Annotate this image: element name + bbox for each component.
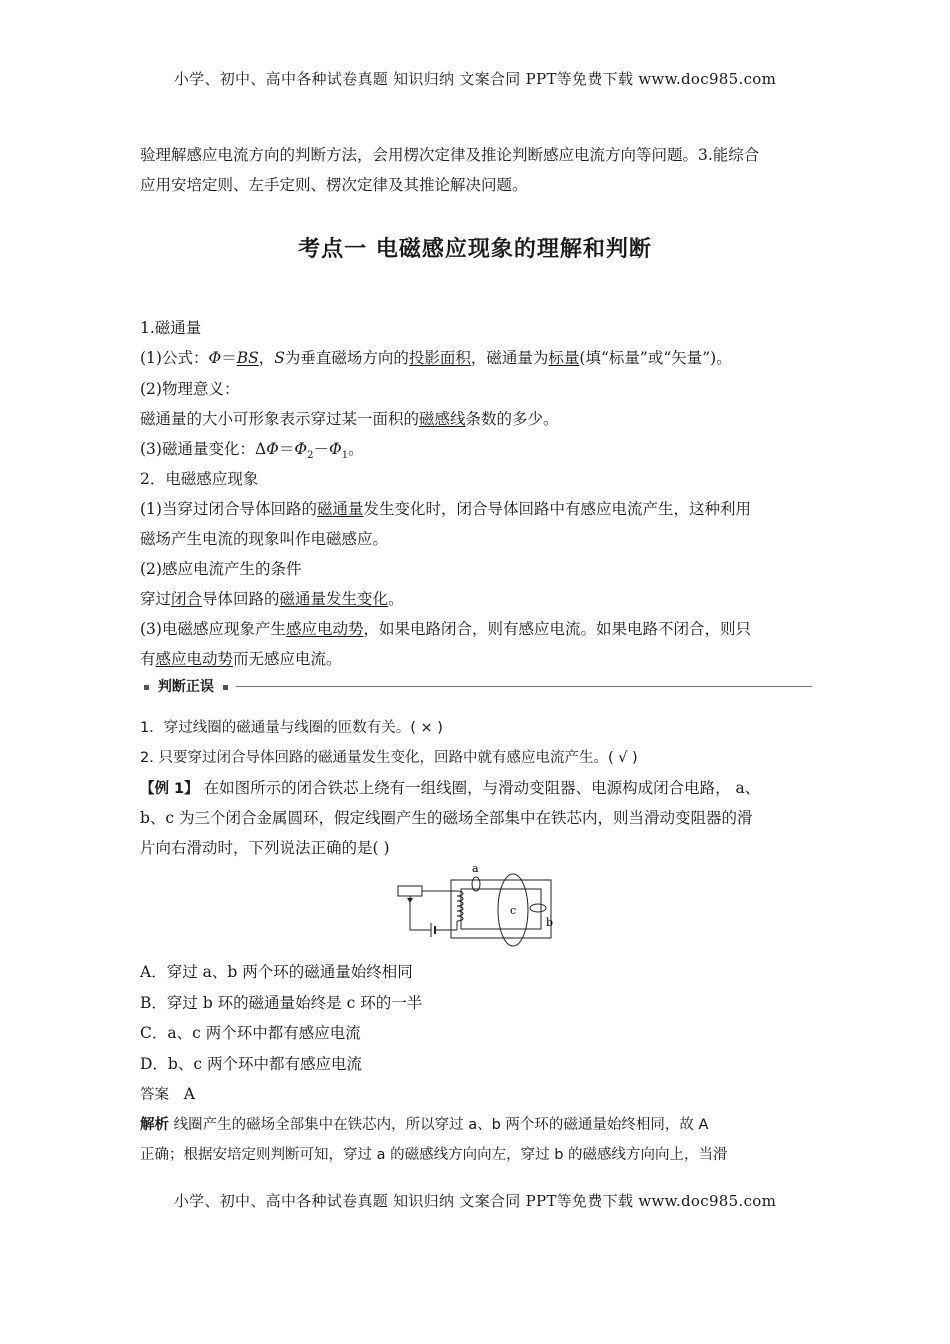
s2-p1-line1: (1)当穿过闭合导体回路的磁通量发生变化时，闭合导体回路中有感应电流产生，这种利用	[140, 500, 751, 518]
ring-b	[530, 904, 546, 912]
example-line-2: b、c 为三个闭合金属圆环，假定线圈产生的磁场全部集中在铁芯内，则当滑动变阻器的滑	[140, 809, 753, 827]
s1-change-line: (3)磁通量变化：$\Delta\Phi=\Phi_2-\Phi_1$。	[140, 440, 364, 462]
s1-heading: 1.磁通量	[140, 319, 202, 337]
s2-p3-line1: (3)电磁感应现象产生感应电动势，如果电路闭合，则有感应电流。如果电路不闭合，则只	[140, 620, 751, 638]
answer-label: 答案	[140, 1087, 169, 1103]
rheostat	[398, 886, 422, 896]
option-b: B．穿过 b 环的磁通量始终是 c 环的一半	[140, 994, 423, 1012]
page-header: 小学、初中、高中各种试卷真题 知识归纳 文案合同 PPT等免费下载 www.doc985.com	[173, 70, 777, 88]
option-c: C．a、c 两个环中都有感应电流	[140, 1024, 361, 1042]
coil	[457, 891, 463, 930]
analysis-line-2: 正确；根据安培定则判断可知，穿过 a 的磁感线方向向左，穿过 b 的磁感线方向向上，当滑	[140, 1147, 728, 1163]
answer-line	[140, 1083, 812, 1104]
label-c: c	[510, 904, 517, 917]
analysis-line-1: 解析 线圈产生的磁场全部集中在铁芯内，所以穿过 a、b 两个环的磁通量始终相同，故 A	[140, 1117, 709, 1133]
example-line-3: 片向右滑动时，下列说法正确的是( )	[140, 839, 390, 857]
label-b: b	[546, 916, 554, 929]
s1-meaning-line: 磁通量的大小可形象表示穿过某一面积的磁感线条数的多少。	[140, 410, 559, 428]
divider	[236, 686, 812, 687]
page-footer: 小学、初中、高中各种试卷真题 知识归纳 文案合同 PPT等免费下载 www.doc985.com	[173, 1192, 777, 1210]
intro-line-2: 应用安培定则、左手定则、楞次定律及其推论解决问题。	[140, 176, 528, 194]
slider-arrow	[407, 898, 413, 903]
s2-condition-line: 穿过闭合导体回路的磁通量发生变化。	[140, 590, 404, 608]
circuit-diagram	[393, 862, 559, 948]
analysis-label: 解析	[140, 1117, 169, 1133]
s2-condition-heading: (2)感应电流产生的条件	[140, 560, 302, 578]
label-a: a	[472, 862, 479, 875]
option-d: D．b、c 两个环中都有感应电流	[140, 1055, 362, 1073]
option-a: A．穿过 a、b 两个环的磁通量始终相同	[140, 963, 413, 981]
example-line-1: 【例 1】 在如图所示的闭合铁芯上绕有一组线圈，与滑动变阻器、电源构成闭合电路， a、	[140, 779, 761, 797]
judge-section-header	[140, 676, 812, 696]
section-title: 考点一 电磁感应现象的理解和判断	[298, 237, 652, 262]
judge-question-2: 2. 只要穿过闭合导体回路的磁通量发生变化，回路中就有感应电流产生。( √ )	[140, 750, 638, 766]
s2-p1-line2: 磁场产生电流的现象叫作电磁感应。	[140, 530, 389, 548]
square-bullet-icon	[223, 685, 228, 690]
example-tag: 【例 1】	[140, 781, 199, 797]
judge-label: 判断正误	[157, 679, 214, 695]
s1-meaning-heading: (2)物理意义：	[140, 380, 240, 398]
s2-p3-line2: 有感应电动势而无感应电流。	[140, 650, 342, 668]
intro-line-1: 验理解感应电流方向的判断方法，会用楞次定律及推论判断感应电流方向等问题。3.能综合	[140, 146, 760, 164]
answer-value: A	[183, 1085, 195, 1103]
s1-formula-line: (1)公式：Φ＝BS，S为垂直磁场方向的投影面积，磁通量为标量(填“标量”或“矢量”)。	[140, 349, 732, 367]
square-bullet-icon	[144, 685, 149, 690]
s2-heading: 2．电磁感应现象	[140, 470, 259, 488]
judge-question-1: 1．穿过线圈的磁通量与线圈的匝数有关。( × )	[140, 720, 443, 736]
